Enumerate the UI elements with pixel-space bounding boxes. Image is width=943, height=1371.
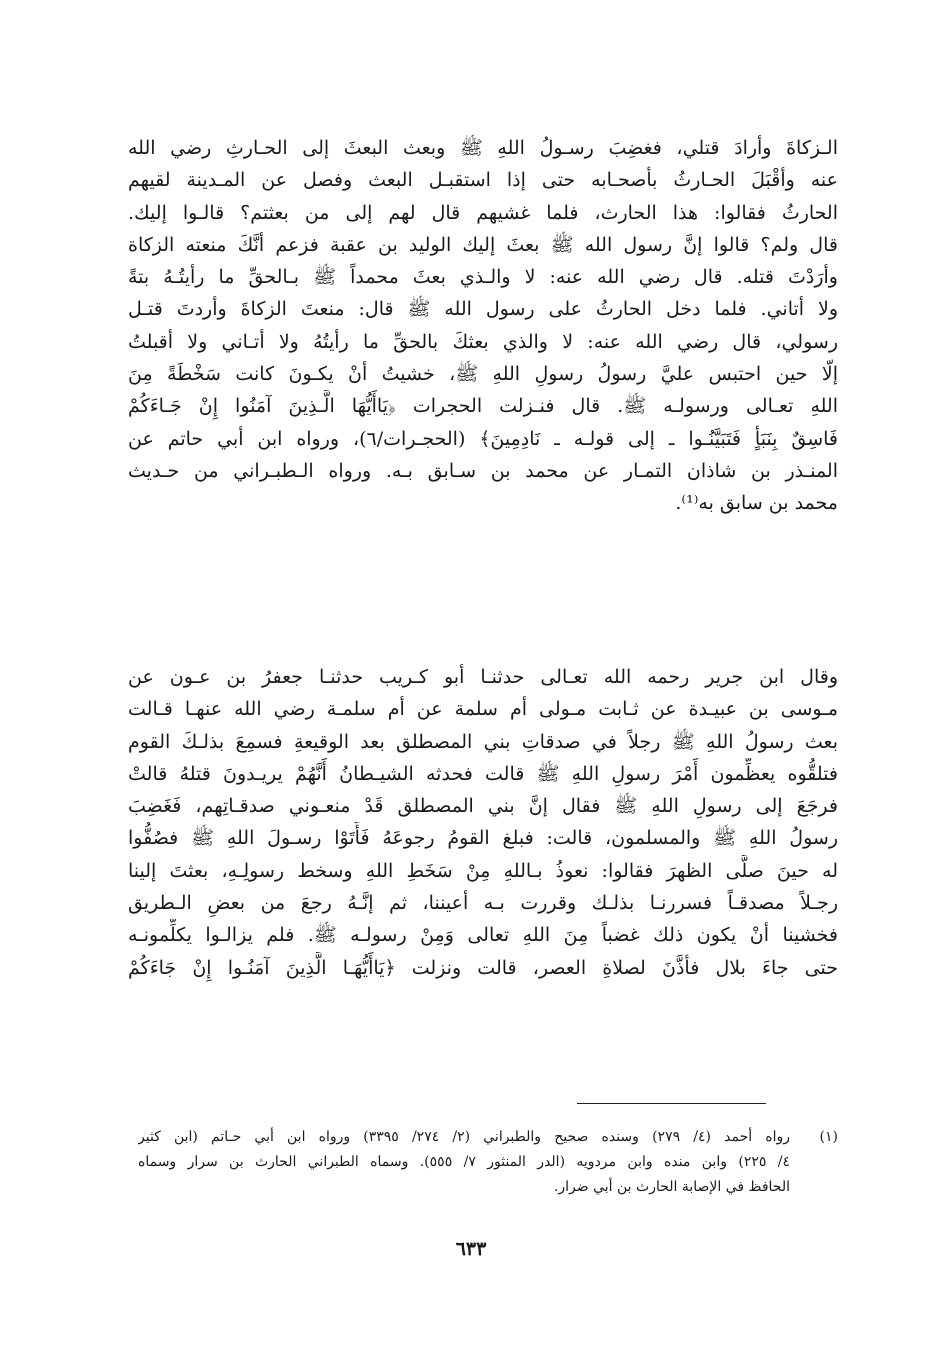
footnote-line: الحافظ في الإصابة الحارث بن أبي ضرار. bbox=[553, 1179, 790, 1195]
text-line: الحارثُ فقالوا: هذا الحارث، فلما غشيهم قال لهم إلى من بعثتم؟ قالـوا إليك. bbox=[128, 201, 838, 224]
text-line: عنه وأقْبَلَ الحـارثُ بأصحـابه حتى إذا استقبـل البعث وفصل عن المـدينة لقيهم bbox=[128, 169, 838, 192]
footnotes bbox=[138, 1125, 838, 1200]
text-line: وقال ابن جرير رحمه الله تعـالى حدثنـا أبو كـريب حدثنـا جعفرُ بن عـون عن bbox=[128, 666, 838, 688]
text-line: فتلقُّوه يعظِّمون أَمْرَ رسولِ اللهِ ﷺ قالت فحدثه الشيـطانُ أَنَّهُمْ يريـدونَ قتلهُ قالتْ bbox=[128, 762, 838, 785]
text-line: فَاسِقٌ بِنَبَأٍ فَتَبَيَّنُـوا ـ إلى قولـه ـ نَادِمِينَ﴾ (الحجـرات/٦)، ورواه ابن أبي حاتم عن bbox=[128, 427, 838, 450]
paragraph-2 bbox=[128, 661, 838, 984]
text-line: وأرَدْتَ قتله. قال رضي الله عنه: لا والـذي بعثَ محمداً ﷺ بـالحقِّ ما رأيتُـهُ بتةً bbox=[128, 266, 838, 289]
text-line: إلّا حين احتبس عليَّ رسولُ رسولِ اللهِ ﷺ، خشيتُ أنْ يكـونَ كانت سَخْطَةً مِنَ bbox=[128, 363, 838, 386]
text-line: فخشينا أنْ يكون ذلك غضباً مِنَ اللهِ تعالى وَمِنْ رسولـه ﷺ. فلم يزالـوا يكلِّمونـه bbox=[128, 924, 838, 947]
text-line: فرجَعَ إلى رسولِ اللهِ ﷺ فقال إنَّ بني المصطلق قَدْ منعـوني صدقـاتِهم، فَغَضِبَ bbox=[128, 795, 838, 818]
footnote-text bbox=[138, 1125, 790, 1200]
text-line: رجـلاً مصدقـاً فسررنـا بذلـك وقررت بـه أعيننا، ثم إنَّـهُ رجعَ من بعضِ الـطريق bbox=[128, 892, 838, 915]
text-line: حتى جاءَ بلال فأذَّنَ لصلاةِ العصر، قالت ونزلت ﴿يَاأَيُّهَـا الَّذِينَ آمَنُـوا إِنْ جَاءَكُمْ bbox=[128, 956, 838, 979]
text-line: بعث رسولُ اللهِ ﷺ رجلاً في صدقاتِ بني المصطلق بعد الوقيعةِ فسمِعَ بذلـكَ القوم bbox=[128, 730, 838, 753]
text-line: محمد بن سابق به⁽¹⁾. bbox=[675, 492, 838, 515]
footnote-1 bbox=[138, 1125, 838, 1200]
text-line: اللهِ تعـالى ورسولـه ﷺ. قال فنـزلت الحجرات ﴿يَاأَيُّهَا الَّـذِينَ آمَنُوا إِنْ جَـاءَكُمْ bbox=[128, 395, 838, 418]
footnote-separator bbox=[577, 1103, 766, 1104]
text-line: رسولُ اللهِ ﷺ والمسلمون، قالت: فبلغ القومُ رجوعَهُ فَأَتَوْا رسـولَ اللهِ ﷺ فصُفُّوا bbox=[128, 827, 838, 850]
footnote-number: (١) bbox=[819, 1129, 838, 1145]
text-line: قال ولم؟ قالوا إنَّ رسول الله ﷺ بعثَ إليك الوليد بن عقبة فزعم أنَّكَ منعته الزكاة bbox=[128, 233, 838, 256]
text-line: المنـذر بن شاذان التمـار عن محمد بن سـابق بـه. ورواه الـطبـراني من حـديث bbox=[128, 459, 838, 482]
footnote-line: رواه أحمد (٤/ ٢٧٩) وسنده صحيح والطبراني (٢/ ٢٧٤/ ٣٣٩٥) ورواه ابن أبي حـاتم (ابن كثير bbox=[138, 1129, 790, 1145]
text-line: ولا أتاني. فلما دخل الحارثُ على رسول الله ﷺ قال: منعتَ الزكاةَ وأردتَ قتـل bbox=[128, 298, 838, 321]
text-line: رسولي، قال رضي الله عنه: لا والذي بعثكَ بالحقِّ ما رأيتُهُ ولا أتـاني ولا أقبلتُ bbox=[128, 330, 838, 353]
text-line: الـزكاةَ وأرادَ قتلي، فغضِبَ رسـولُ اللهِ ﷺ وبعث البعثَ إلى الحـارثِ رضي الله bbox=[128, 137, 838, 159]
text-line: له حينَ صلَّى الظهرَ فقالوا: نعوذُ بـاللهِ مِنْ سَخَطِ اللهِ وسخط رسولِـهِ، بعثتَ إلينا bbox=[128, 859, 838, 882]
paragraph-1 bbox=[128, 132, 838, 520]
text-line: مـوسى بن عبيـدة عن ثـابت مـولى أم سلمة عن أم سلمـة رضي الله عنهـا قـالت bbox=[128, 698, 838, 721]
page-number: ٦٣٣ bbox=[455, 1238, 487, 1260]
footnote-line: ٤/ ٢٢٥) وابن منده وابن مردويه (الدر المنثور ٧/ ٥٥٥). وسماه الطبراني الحارث بن سرار وسماه bbox=[138, 1154, 790, 1170]
